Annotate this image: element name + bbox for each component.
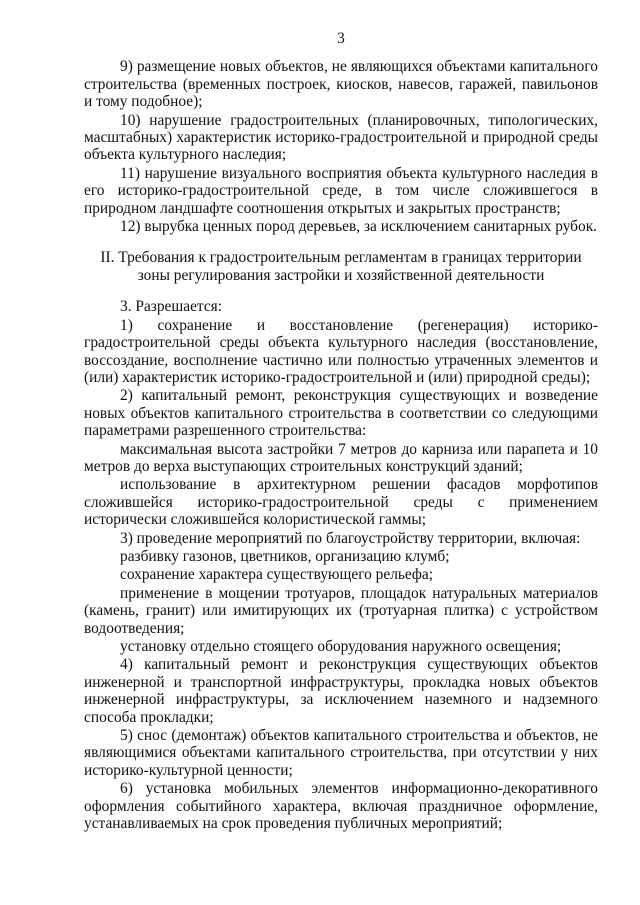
section-heading: II. Требования к градостроительным регламентам в границах территории зоны регулирования застройки и хозяйственной деятельности	[100, 249, 582, 284]
clause-item-6: 6) установка мобильных элементов информационно-декоративного оформления событийного характера, включая праздничное оформление, устанавливаемых на срок проведения публичных мероприятий;	[84, 780, 598, 833]
clause-item-3: 3) проведение мероприятий по благоустройству территории, включая:	[120, 529, 581, 547]
clause-item-4: 4) капитальный ремонт и реконструкция существующих объектов инженерной и транспортной инфраструктуры, прокладка новых объектов инженерной инфраструктуры, за исключением наземного и надземного способа прокладки;	[84, 656, 598, 726]
clause-3-intro: 3. Разрешается:	[120, 298, 223, 316]
document-page	[84, 30, 598, 833]
list-item-12: 12) вырубка ценных пород деревьев, за исключением санитарных рубок.	[120, 218, 598, 236]
clause-item-1: 1) сохранение и восстановление (регенерация) историко-градостроительной среды объекта культурного наследия (восстановление, воссоздание, восполнение частично или полностью утраченных элементов и (или) характеристик историко-градостроительной и (или) природной среды);	[84, 316, 598, 386]
list-item-11: 11) нарушение визуального восприятия объекта культурного наследия в его историко-градостроительной среде, в том числе сложившегося в природном ландшафте соотношения открытых и закрытых пространств;	[84, 164, 598, 217]
sub-item-max-height: максимальная высота застройки 7 метров до карниза или парапета и 10 метров до верха выступающих строительных конструкций зданий;	[84, 440, 598, 475]
sub-item-lighting: установку отдельно стоящего оборудования наружного освещения;	[120, 638, 562, 655]
clause-item-5: 5) снос (демонтаж) объектов капитального строительства и объектов, не являющимися объектами капитального строительства, при отсутствии у них историко-культурной ценности;	[84, 727, 598, 779]
sub-item-facades: использование в архитектурном решении фасадов морфотипов сложившейся историко-градостроительной среды с применением исторически сложившейся колористической гаммы;	[84, 476, 598, 529]
sub-item-lawns: разбивку газонов, цветников, организацию клумб;	[120, 547, 450, 565]
list-item-9: 9) размещение новых объектов, не являющихся объектами капитального строительства (временных построек, киосков, навесов, гаражей, павильонов и тому подобное);	[84, 58, 598, 111]
sub-item-relief: сохранение характера существующего рельефа;	[120, 566, 433, 584]
clause-item-2: 2) капитальный ремонт, реконструкция существующих и возведение новых объектов капитального строительства в соответствии со следующими параметрами разрешенного строительства:	[84, 387, 598, 440]
list-item-10: 10) нарушение градостроительных (планировочных, типологических, масштабных) характеристик историко-градостроительной и природной среды объекта культурного наследия;	[84, 111, 598, 164]
sub-item-paving: применение в мощении тротуаров, площадок натуральных материалов (камень, гранит) или имитирующих их (тротуарная плитка) с устройством водоотведения;	[84, 584, 598, 637]
page-number: 3	[337, 30, 345, 47]
